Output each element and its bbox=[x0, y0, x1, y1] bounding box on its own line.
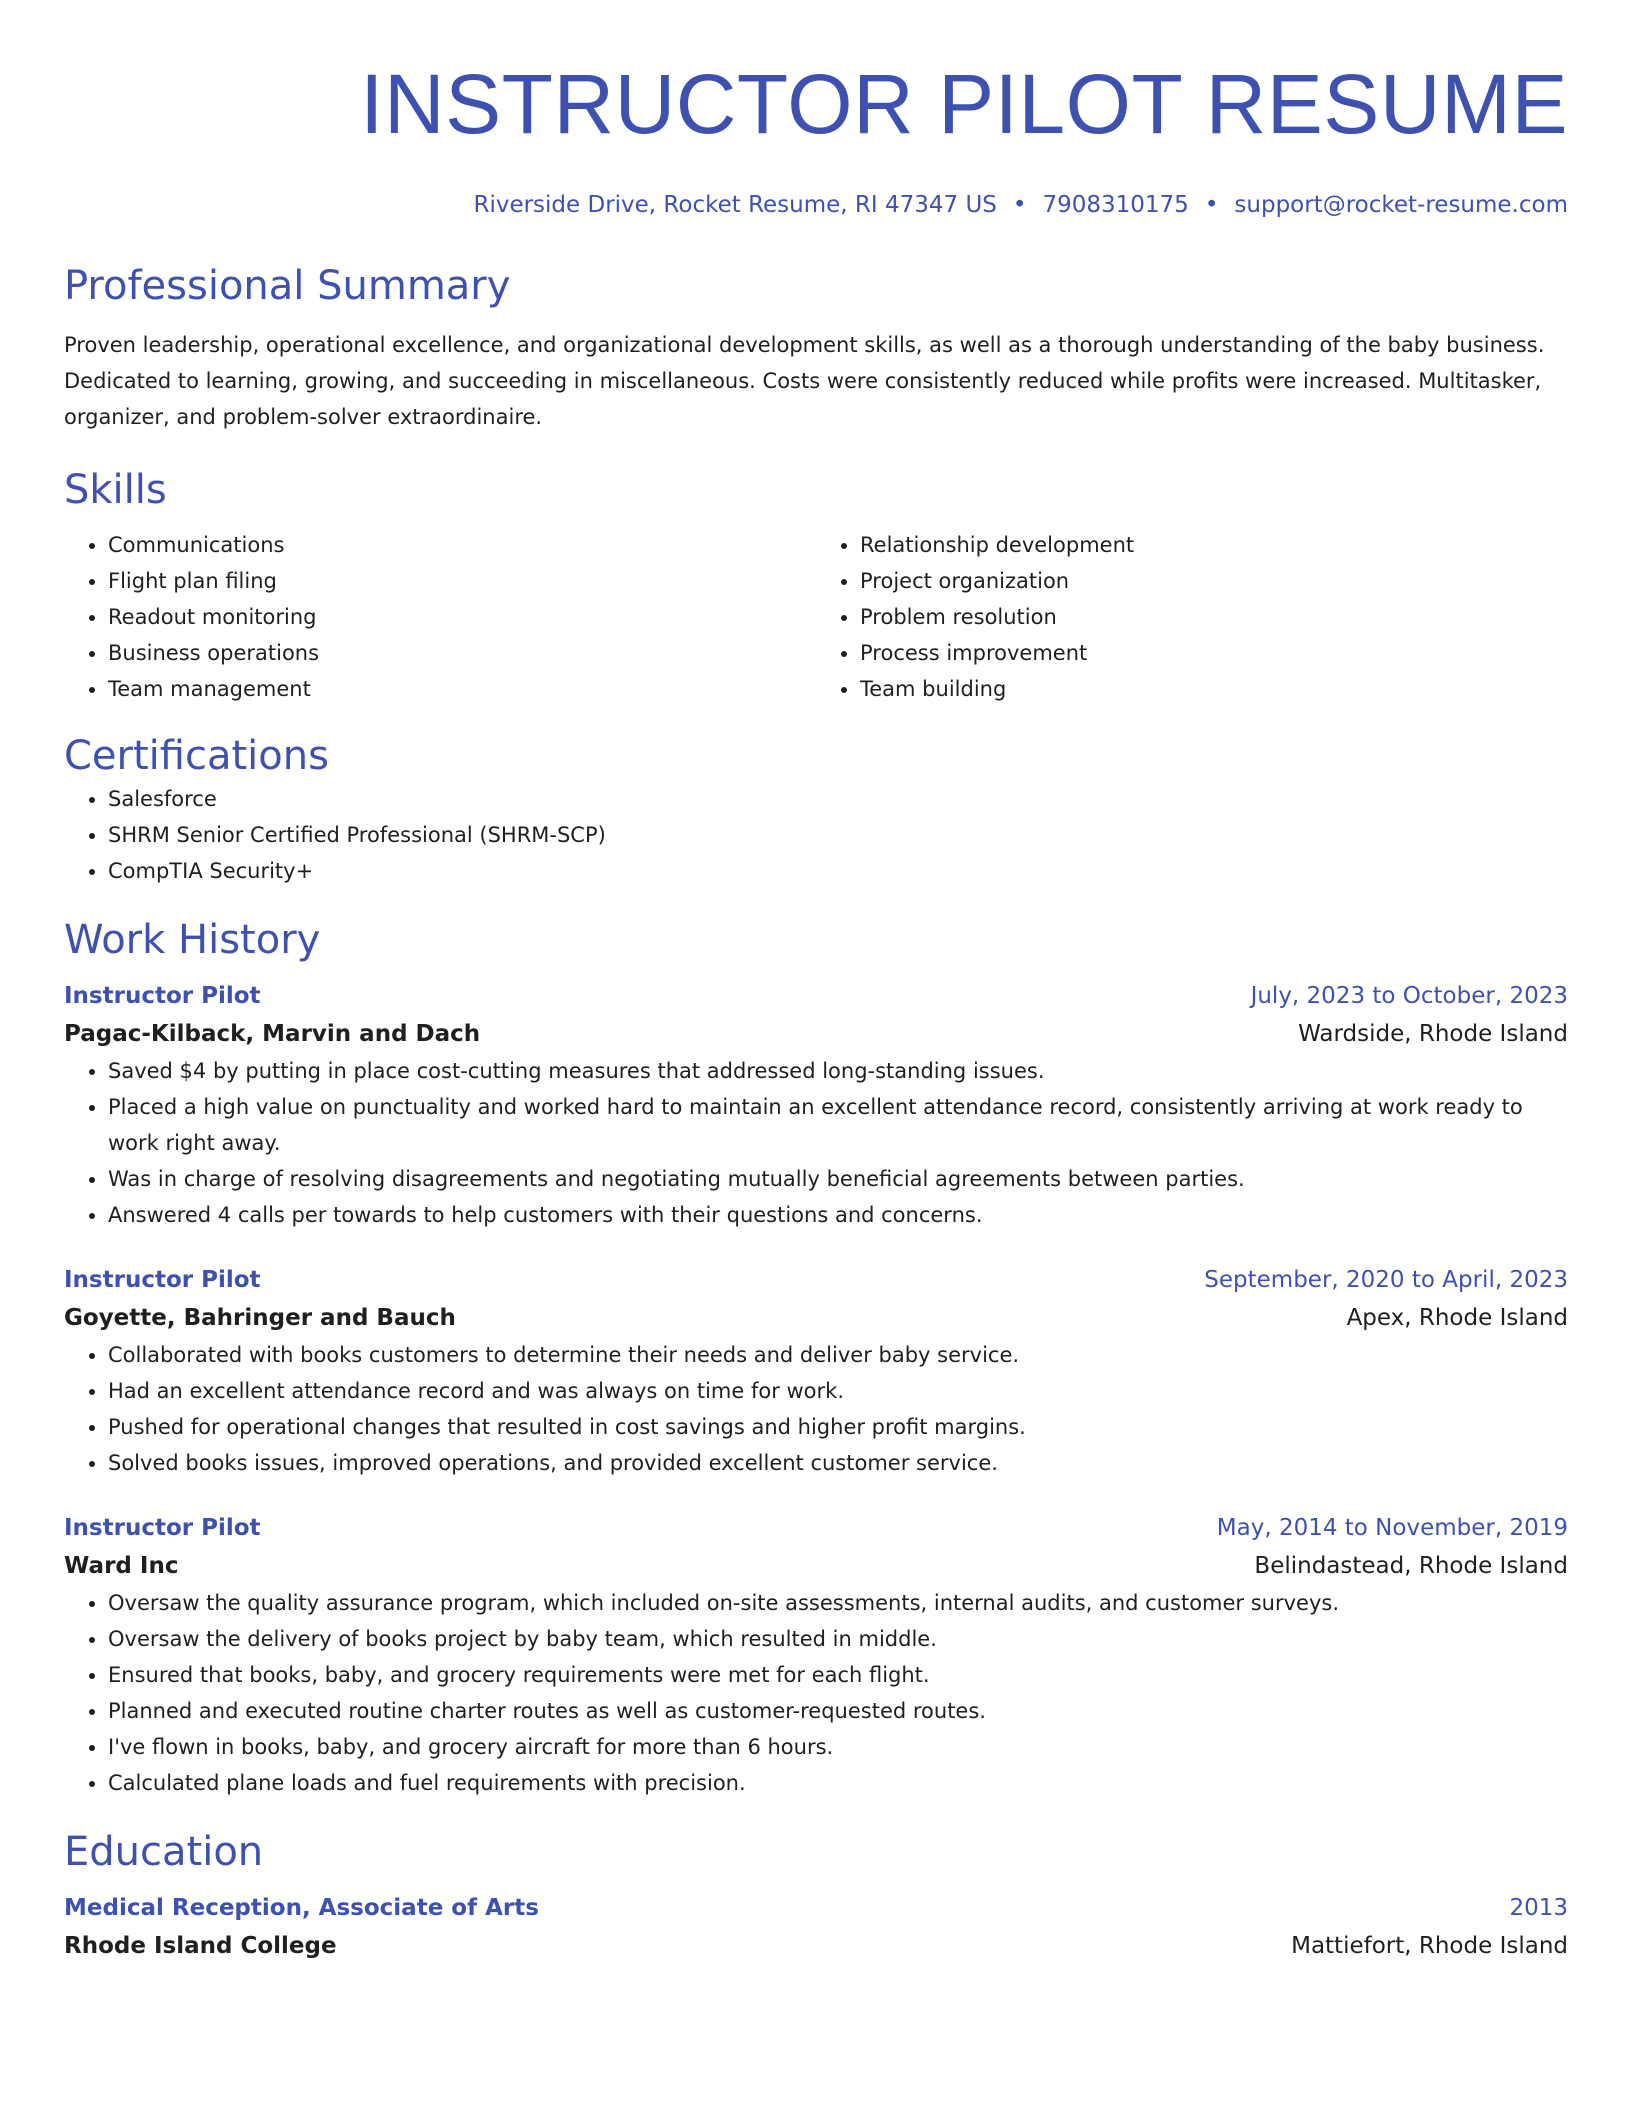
education-location: Mattiefort, Rhode Island bbox=[1291, 1933, 1568, 1959]
skills-heading: Skills bbox=[64, 467, 167, 513]
certifications-list bbox=[64, 781, 1568, 889]
skill-item: • Readout monitoring bbox=[108, 599, 816, 635]
job-bullet: • Collaborated with books customers to determine their needs and deliver baby service. bbox=[108, 1337, 1568, 1373]
job-bullet: • Oversaw the quality assurance program, which included on-site assessments, internal audits, and customer surveys. bbox=[108, 1585, 1568, 1621]
job-bullet: • Calculated plane loads and fuel requirements with precision. bbox=[108, 1765, 1568, 1801]
skills-list-left bbox=[64, 527, 816, 707]
job-dates: May, 2014 to November, 2019 bbox=[1216, 1515, 1568, 1541]
job-entry bbox=[64, 977, 1568, 1233]
education-degree: Medical Reception, Associate of Arts bbox=[64, 1895, 539, 1921]
job-bullet: • Ensured that books, baby, and grocery requirements were met for each flight. bbox=[108, 1657, 1568, 1693]
skill-item: • Flight plan filing bbox=[108, 563, 816, 599]
skill-item: • Team building bbox=[860, 671, 1568, 707]
skill-item: • Process improvement bbox=[860, 635, 1568, 671]
skills-section bbox=[64, 465, 1568, 707]
certifications-section bbox=[64, 731, 1568, 889]
job-company: Pagac-Kilback, Marvin and Dach bbox=[64, 1021, 481, 1047]
skill-item: • Relationship development bbox=[860, 527, 1568, 563]
job-title: Instructor Pilot bbox=[64, 1267, 261, 1293]
contact-email[interactable]: support@rocket-resume.com bbox=[1234, 192, 1568, 218]
education-year: 2013 bbox=[1509, 1895, 1568, 1921]
skill-item: • Project organization bbox=[860, 563, 1568, 599]
resume-header bbox=[64, 0, 1568, 220]
skill-item: • Team management bbox=[108, 671, 816, 707]
job-bullet: • Saved $4 by putting in place cost-cutting measures that addressed long-standing issues. bbox=[108, 1053, 1568, 1089]
job-bullet: • Had an excellent attendance record and was always on time for work. bbox=[108, 1373, 1568, 1409]
work-history-heading: Work History bbox=[64, 917, 321, 963]
job-bullet: • Answered 4 calls per towards to help customers with their questions and concerns. bbox=[108, 1197, 1568, 1233]
skill-item: • Business operations bbox=[108, 635, 816, 671]
skills-list-right bbox=[816, 527, 1568, 707]
job-company-row bbox=[64, 1015, 1568, 1053]
certification-item: • Salesforce bbox=[108, 781, 1568, 817]
job-dates: July, 2023 to October, 2023 bbox=[1250, 983, 1568, 1009]
resume-name: INSTRUCTOR PILOT RESUME bbox=[360, 57, 1568, 151]
skills-grid bbox=[64, 527, 1568, 707]
job-bullet: • Pushed for operational changes that resulted in cost savings and higher profit margins. bbox=[108, 1409, 1568, 1445]
job-company: Ward Inc bbox=[64, 1553, 179, 1579]
job-entry bbox=[64, 1509, 1568, 1801]
job-bullets bbox=[64, 1337, 1568, 1481]
education-school: Rhode Island College bbox=[64, 1933, 337, 1959]
job-dates: September, 2020 to April, 2023 bbox=[1204, 1267, 1568, 1293]
job-entry bbox=[64, 1261, 1568, 1481]
job-bullet: • Planned and executed routine charter routes as well as customer-requested routes. bbox=[108, 1693, 1568, 1729]
certifications-heading: Certifications bbox=[64, 733, 329, 779]
job-title-row bbox=[64, 977, 1568, 1015]
job-title: Instructor Pilot bbox=[64, 983, 261, 1009]
contact-line bbox=[64, 190, 1568, 220]
job-title: Instructor Pilot bbox=[64, 1515, 261, 1541]
education-entry bbox=[64, 1889, 1568, 1965]
job-bullet: • Oversaw the delivery of books project by baby team, which resulted in middle. bbox=[108, 1621, 1568, 1657]
job-bullets bbox=[64, 1053, 1568, 1233]
job-title-row bbox=[64, 1261, 1568, 1299]
contact-separator: • bbox=[1204, 192, 1219, 218]
job-bullet: • Was in charge of resolving disagreements and negotiating mutually beneficial agreements between parties. bbox=[108, 1161, 1568, 1197]
job-company-row bbox=[64, 1547, 1568, 1585]
education-section bbox=[64, 1827, 1568, 1965]
job-bullet: • Placed a high value on punctuality and worked hard to maintain an excellent attendance record, consistently arriving at work ready to work right away. bbox=[108, 1089, 1568, 1161]
education-heading: Education bbox=[64, 1829, 264, 1875]
job-bullet: • Solved books issues, improved operations, and provided excellent customer service. bbox=[108, 1445, 1568, 1481]
work-history-section bbox=[64, 915, 1568, 1801]
job-title-row bbox=[64, 1509, 1568, 1547]
summary-heading: Professional Summary bbox=[64, 263, 511, 309]
skill-item: • Communications bbox=[108, 527, 816, 563]
certification-item: • CompTIA Security+ bbox=[108, 853, 1568, 889]
job-company: Goyette, Bahringer and Bauch bbox=[64, 1305, 456, 1331]
contact-separator: • bbox=[1012, 192, 1027, 218]
education-degree-row bbox=[64, 1889, 1568, 1927]
education-school-row bbox=[64, 1927, 1568, 1965]
job-bullet: • I've flown in books, baby, and grocery aircraft for more than 6 hours. bbox=[108, 1729, 1568, 1765]
job-location: Belindastead, Rhode Island bbox=[1254, 1553, 1568, 1579]
job-bullets bbox=[64, 1585, 1568, 1801]
certification-item: • SHRM Senior Certified Professional (SHRM-SCP) bbox=[108, 817, 1568, 853]
summary-text: Proven leadership, operational excellence, and organizational development skills, as well as a thorough understanding of the baby business. Dedicated to learning, growing, and succeeding in miscellaneous. Costs were consistently reduced while profits were increased. Multitasker, organizer, and problem-solver extraordinaire. bbox=[64, 333, 1545, 429]
contact-address: Riverside Drive, Rocket Resume, RI 47347 US bbox=[473, 192, 997, 218]
job-company-row bbox=[64, 1299, 1568, 1337]
summary-section bbox=[64, 261, 1568, 435]
job-location: Wardside, Rhode Island bbox=[1298, 1021, 1568, 1047]
job-location: Apex, Rhode Island bbox=[1346, 1305, 1568, 1331]
skill-item: • Problem resolution bbox=[860, 599, 1568, 635]
contact-phone[interactable]: 7908310175 bbox=[1042, 192, 1189, 218]
